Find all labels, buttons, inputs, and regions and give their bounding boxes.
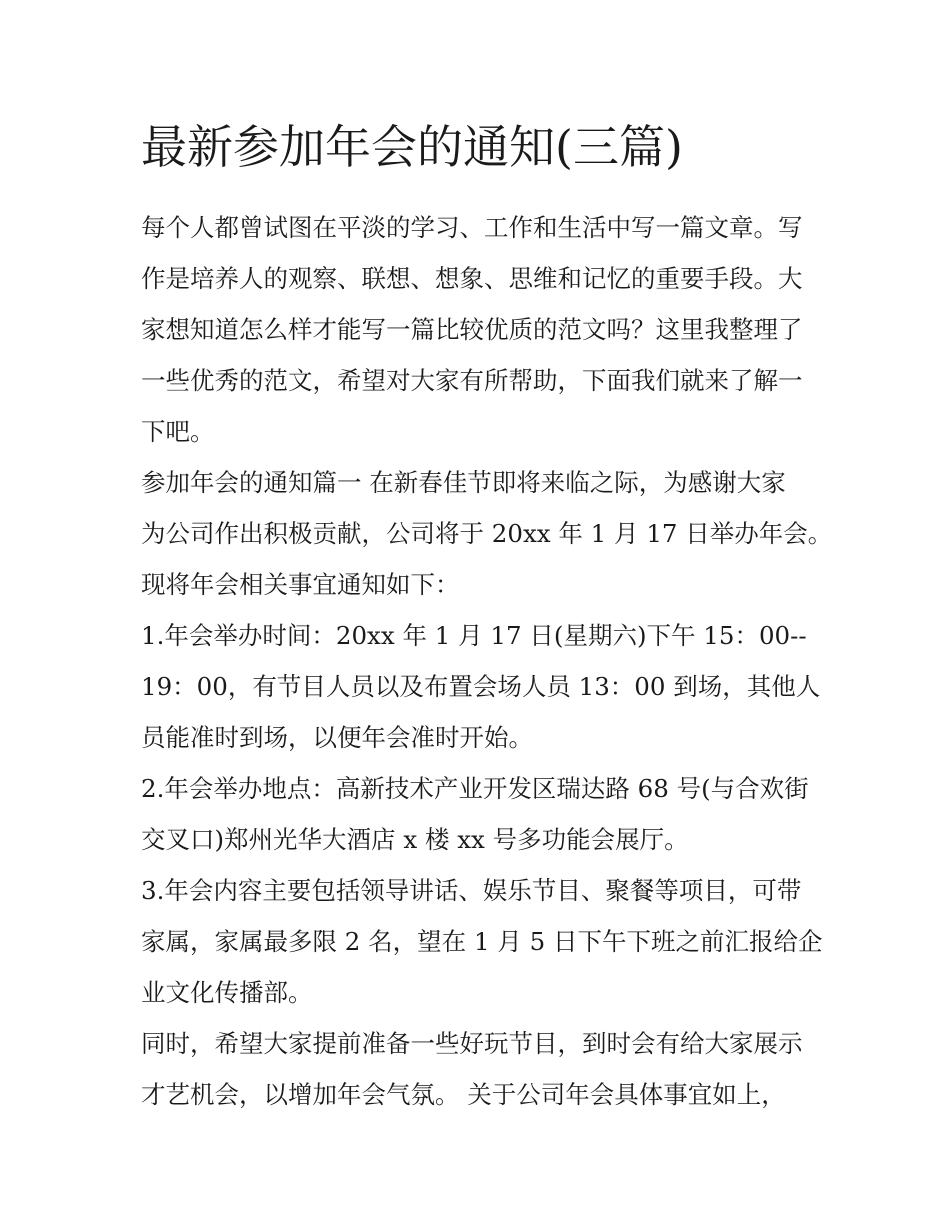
body-line: 1.年会举办时间：20xx 年 1 月 17 日(星期六)下午 15：00-- [141,621,807,650]
body-line: 作是培养人的观察、联想、想象、思维和记忆的重要手段。大 [141,264,803,293]
body-line: 业文化传播部。 [141,978,313,1007]
document-body [141,202,833,1120]
body-line: 才艺机会，以增加年会气氛。 关于公司年会具体事宜如上， [141,1080,786,1109]
body-line: 交叉口)郑州光华大酒店 x 楼 xx 号多功能会展厅。 [141,825,689,854]
body-line: 每个人都曾试图在平淡的学习、工作和生活中写一篇文章。写 [141,213,803,242]
body-line: 参加年会的通知篇一 在新春佳节即将来临之际，为感谢大家 [141,468,786,497]
body-line: 家想知道怎么样才能写一篇比较优质的范文吗？这里我整理了 [141,315,803,344]
body-line: 同时，希望大家提前准备一些好玩节目，到时会有给大家展示 [141,1029,803,1058]
body-line: 2.年会举办地点：高新技术产业开发区瑞达路 68 号(与合欢街 [141,774,809,803]
body-line: 19：00，有节目人员以及布置会场人员 13：00 到场，其他人 [141,672,821,701]
body-line: 现将年会相关事宜通知如下： [141,570,460,599]
body-line: 员能准时到场，以便年会准时开始。 [141,723,533,752]
document-title: 最新参加年会的通知(三篇) [141,120,683,174]
body-line: 3.年会内容主要包括领导讲话、娱乐节目、聚餐等项目，可带 [141,876,802,905]
body-line: 下吧。 [141,417,215,446]
body-line: 一些优秀的范文，希望对大家有所帮助，下面我们就来了解一 [141,366,803,395]
body-line: 为公司作出积极贡献，公司将于 20xx 年 1 月 17 日举办年会。 [141,519,833,548]
body-line: 家属，家属最多限 2 名，望在 1 月 5 日下午下班之前汇报给企 [141,927,823,956]
